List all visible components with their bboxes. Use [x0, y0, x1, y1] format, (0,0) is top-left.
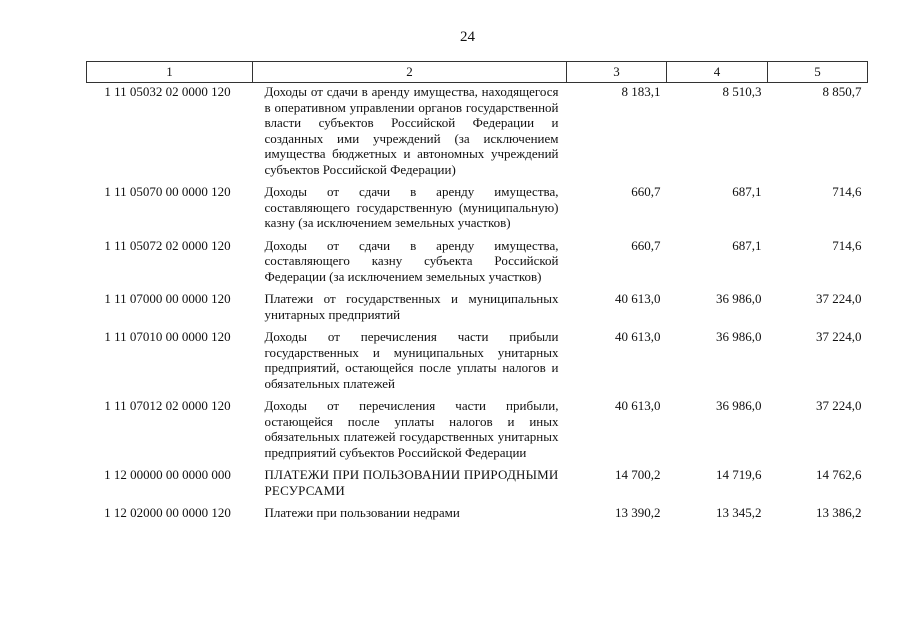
value-col-3: 660,7	[631, 184, 661, 199]
header-col-2: 2	[253, 62, 567, 83]
value-col-5: 37 224,0	[816, 291, 862, 306]
table-row	[87, 83, 868, 184]
header-row	[87, 62, 868, 83]
header-col-5: 5	[768, 62, 868, 83]
value-col-5: 14 762,6	[816, 467, 862, 482]
table-body	[87, 83, 868, 521]
budget-code: 1 11 07000 00 0000 120	[104, 291, 231, 306]
table-row	[87, 504, 868, 521]
revenue-description: Доходы от перечисления части прибыли, остающейся после уплаты налогов и иных обязательных платежей государственных унитарных предприятий субъектов Российской Федерации	[264, 398, 559, 460]
budget-code: 1 12 02000 00 0000 120	[104, 505, 231, 520]
value-col-4: 687,1	[732, 184, 762, 199]
value-col-5: 37 224,0	[816, 329, 862, 344]
table-row	[87, 466, 868, 504]
value-col-4: 36 986,0	[716, 398, 762, 413]
revenue-table	[86, 61, 868, 521]
value-col-3: 13 390,2	[615, 505, 661, 520]
value-col-5: 714,6	[832, 237, 862, 253]
header-col-1: 1	[87, 62, 253, 83]
table-row	[87, 290, 868, 328]
revenue-description: Доходы от сдачи в аренду имущества, составляющего государственную (муниципальную) казну (за исключением земельных участков)	[264, 184, 559, 230]
table-row	[87, 328, 868, 397]
budget-code: 1 11 05032 02 0000 120	[104, 84, 231, 99]
value-col-4: 8 510,3	[722, 84, 762, 99]
value-col-3: 40 613,0	[615, 329, 661, 344]
value-col-3: 660,7	[631, 237, 661, 253]
page-number: 24	[460, 29, 475, 45]
value-col-5: 714,6	[832, 184, 862, 199]
value-col-5: 37 224,0	[816, 398, 862, 413]
value-col-4: 13 345,2	[716, 505, 762, 520]
revenue-description: Платежи при пользовании недрами	[264, 505, 460, 520]
value-col-3: 14 700,2	[615, 467, 661, 482]
budget-code: 1 11 07010 00 0000 120	[104, 329, 231, 344]
table-row	[87, 397, 868, 466]
header-col-3: 3	[567, 62, 667, 83]
value-col-4: 687,1	[732, 237, 762, 253]
revenue-description: Доходы от сдачи в аренду имущества, составляющего казну субъекта Российской Федерации (за исключением земельных участков)	[264, 237, 559, 284]
value-col-3: 40 613,0	[615, 398, 661, 413]
value-col-3: 8 183,1	[621, 84, 661, 99]
value-col-5: 13 386,2	[816, 505, 862, 520]
budget-code: 1 12 00000 00 0000 000	[104, 467, 231, 482]
revenue-description: Доходы от перечисления части прибыли государственных и муниципальных унитарных предприятий, остающейся после уплаты налогов и обязательных платежей	[264, 329, 559, 391]
budget-code: 1 11 05072 02 0000 120	[104, 237, 231, 253]
table-row	[87, 237, 868, 291]
table-row	[87, 183, 868, 237]
revenue-description: Платежи от государственных и муниципальных унитарных предприятий	[264, 291, 559, 322]
value-col-3: 40 613,0	[615, 291, 661, 306]
budget-code: 1 11 07012 02 0000 120	[104, 398, 231, 413]
table-header	[87, 62, 868, 83]
value-col-5: 8 850,7	[822, 84, 862, 99]
revenue-description: ПЛАТЕЖИ ПРИ ПОЛЬЗОВАНИИ ПРИРОДНЫМИ РЕСУРСАМИ	[264, 467, 559, 498]
header-col-4: 4	[667, 62, 768, 83]
value-col-4: 36 986,0	[716, 291, 762, 306]
revenue-description: Доходы от сдачи в аренду имущества, находящегося в оперативном управлении органов государственной власти субъектов Российской Федерации и созданных ими учреждений (за исключением имущества бюджетных и автономных учреждений субъектов Российской Федерации)	[264, 84, 559, 177]
budget-code: 1 11 05070 00 0000 120	[104, 184, 231, 199]
value-col-4: 14 719,6	[716, 467, 762, 482]
value-col-4: 36 986,0	[716, 329, 762, 344]
